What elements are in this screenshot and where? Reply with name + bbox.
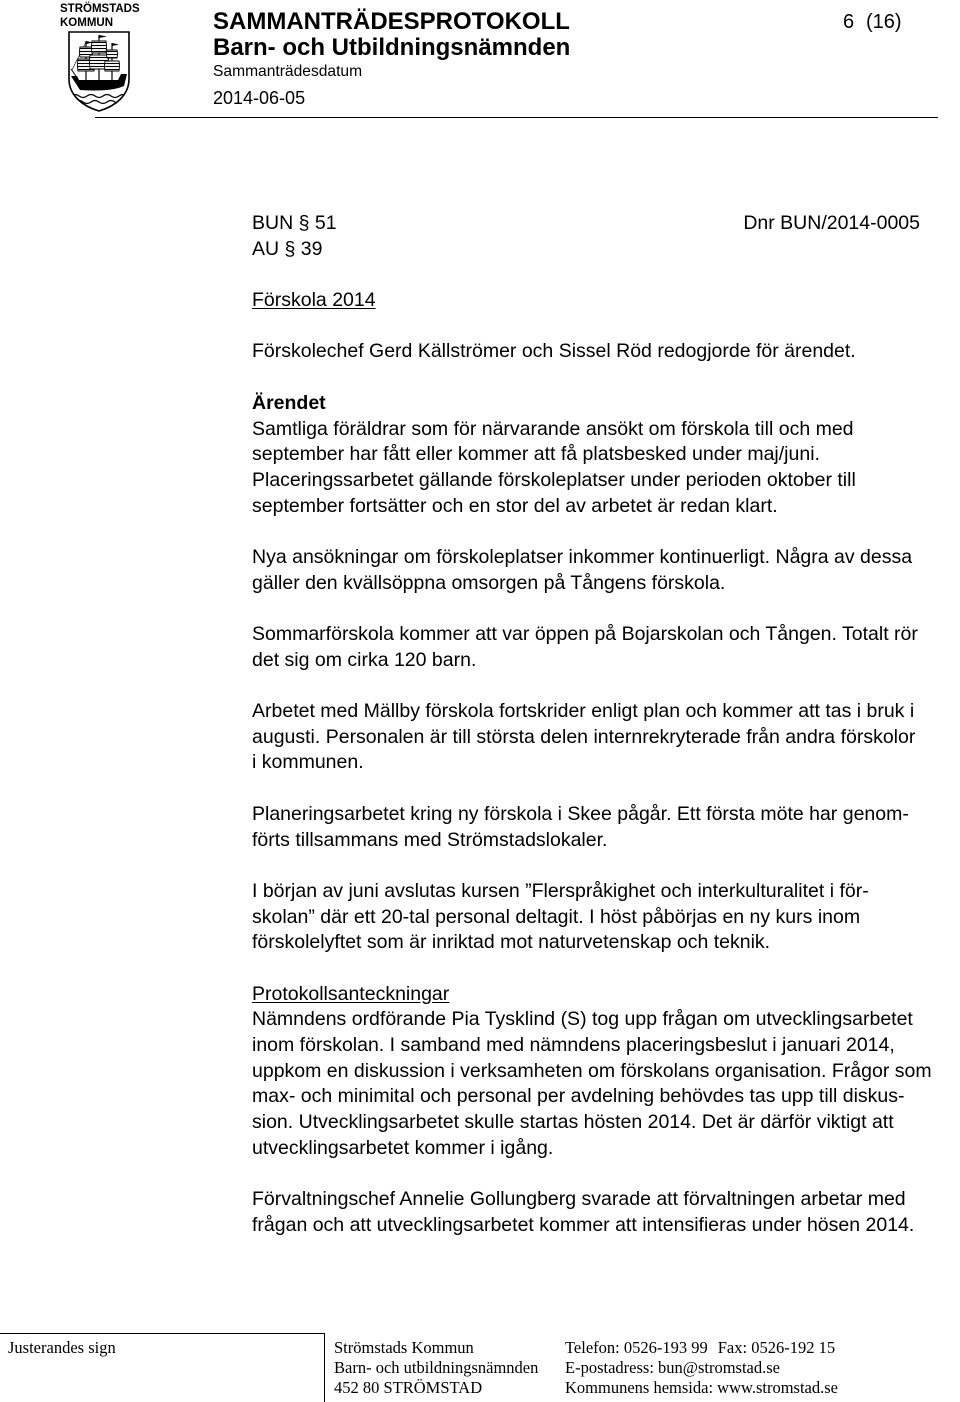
text-line: Förvaltningschef Annelie Gollungberg svarade att förvaltningen arbetar med <box>252 1188 906 1211</box>
municipality-name <box>60 2 140 30</box>
text-line: Nämndens ordförande Pia Tysklind (S) tog upp frågan om utvecklingsarbetet <box>252 1008 913 1031</box>
text-line: Planeringsarbetet kring ny förskola i Skee pågår. Ett första möte har genom- <box>252 802 909 825</box>
paragraph <box>252 879 920 956</box>
paragraph <box>252 802 920 853</box>
text-line: skolan” där ett 20-tal personal deltagit. I höst påbörjas en ny kurs inom <box>252 905 861 928</box>
section-heading-protokollsanteckningar: Protokollsanteckningar <box>252 982 450 1005</box>
footer-contact <box>565 1338 838 1398</box>
text-line: Placeringssarbetet gällande förskoleplatser under perioden oktober till <box>252 468 856 491</box>
meeting-date: 2014-06-05 <box>213 88 306 108</box>
text-line: förskolelyftet som är inriktad mot naturvetenskap och teknik. <box>252 931 771 954</box>
intro-text: Förskolechef Gerd Källströmer och Sissel Röd redogjorde för ärendet. <box>252 340 856 363</box>
paragraph <box>252 1007 932 1161</box>
footer-phone: Telefon: 0526-193 99 <box>565 1338 708 1357</box>
text-line: max- och minimital och personal per avdelning behövdes tas upp till diskus- <box>252 1085 905 1108</box>
text-line: september fortsätter och en stor del av arbetet är redan klart. <box>252 494 778 517</box>
text-line: det sig om cirka 120 barn. <box>252 648 477 671</box>
page-total: (16) <box>866 11 902 33</box>
text-line: uppkom en diskussion i verksamheten om förskolans organisation. Frågor som <box>252 1059 932 1082</box>
coat-of-arms-ship-icon <box>66 29 132 114</box>
footer-department: Barn- och utbildningsnämnden <box>334 1358 539 1377</box>
meeting-date-label: Sammanträdesdatum <box>213 63 363 80</box>
paragraph <box>252 1187 920 1238</box>
text-line: inom förskolan. I samband med nämndens placeringsbeslut i januari 2014, <box>252 1034 895 1056</box>
municipality-name-line2: KOMMUN <box>60 17 114 29</box>
text-line: i kommunen. <box>252 751 364 774</box>
paragraph <box>252 699 920 776</box>
text-line: Nya ansökningar om förskoleplatser inkommer kontinuerligt. Några av dessa <box>252 545 913 568</box>
text-line: sion. Utvecklingsarbetet skulle startas hösten 2014. Det är därför viktigt att <box>252 1111 894 1134</box>
diary-number: Dnr BUN/2014-0005 <box>743 212 920 234</box>
footer-fax: Fax: 0526-192 15 <box>717 1338 836 1357</box>
au-paragraph-ref: AU § 39 <box>252 237 323 260</box>
text-line: augusti. Personalen är till största delen internrekryterade från andra förskolor <box>252 725 916 748</box>
document-title: SAMMANTRÄDESPROTOKOLL <box>213 8 570 35</box>
signature-label: Justerandes sign <box>8 1338 116 1357</box>
text-line: Sommarförskola kommer att var öppen på Bojarskolan och Tången. Totalt rör <box>252 623 918 645</box>
footer-address <box>334 1338 538 1398</box>
paragraph <box>252 545 920 596</box>
text-line: Samtliga föräldrar som för närvarande ansökt om förskola till och med <box>252 417 854 440</box>
text-line: utvecklingsarbetet kommer i igång. <box>252 1136 554 1159</box>
footer-phone-fax-line <box>565 1338 838 1358</box>
case-title: Förskola 2014 <box>252 289 376 312</box>
header-divider <box>95 117 938 118</box>
minutes-body <box>252 211 932 1239</box>
footer-email: E-postadress: bun@stromstad.se <box>565 1358 780 1377</box>
section-heading-arendet: Ärendet <box>252 391 326 414</box>
footer-postal-address: 452 80 STRÖMSTAD <box>334 1378 483 1397</box>
paragraph <box>252 622 920 673</box>
text-line: förts tillsammans med Strömstadslokaler. <box>252 828 608 851</box>
text-line: frågan och att utvecklingsarbetet kommer att intensifieras under hösen 2014. <box>252 1213 915 1236</box>
footer-website: Kommunens hemsida: www.stromstad.se <box>565 1378 838 1397</box>
bun-paragraph-ref: BUN § 51 <box>252 212 337 234</box>
paragraph <box>252 417 920 520</box>
text-line: I början av juni avslutas kursen ”Flerspråkighet och interkulturalitet i för- <box>252 879 869 902</box>
footer-org: Strömstads Kommun <box>334 1338 474 1357</box>
municipality-name-line1: STRÖMSTADS <box>60 3 140 15</box>
case-reference-row <box>252 211 920 237</box>
text-line: Arbetet med Mällby förskola fortskrider enligt plan och kommer att tas i bruk i <box>252 700 915 723</box>
committee-name: Barn- och Utbildningsnämnden <box>213 34 571 61</box>
text-line: september har fått eller kommer att få platsbesked under maj/juni. <box>252 443 820 466</box>
page-number: 6 <box>843 11 855 33</box>
text-line: gäller den kvällsöppna omsorgen på Tångens förskola. <box>252 571 726 594</box>
